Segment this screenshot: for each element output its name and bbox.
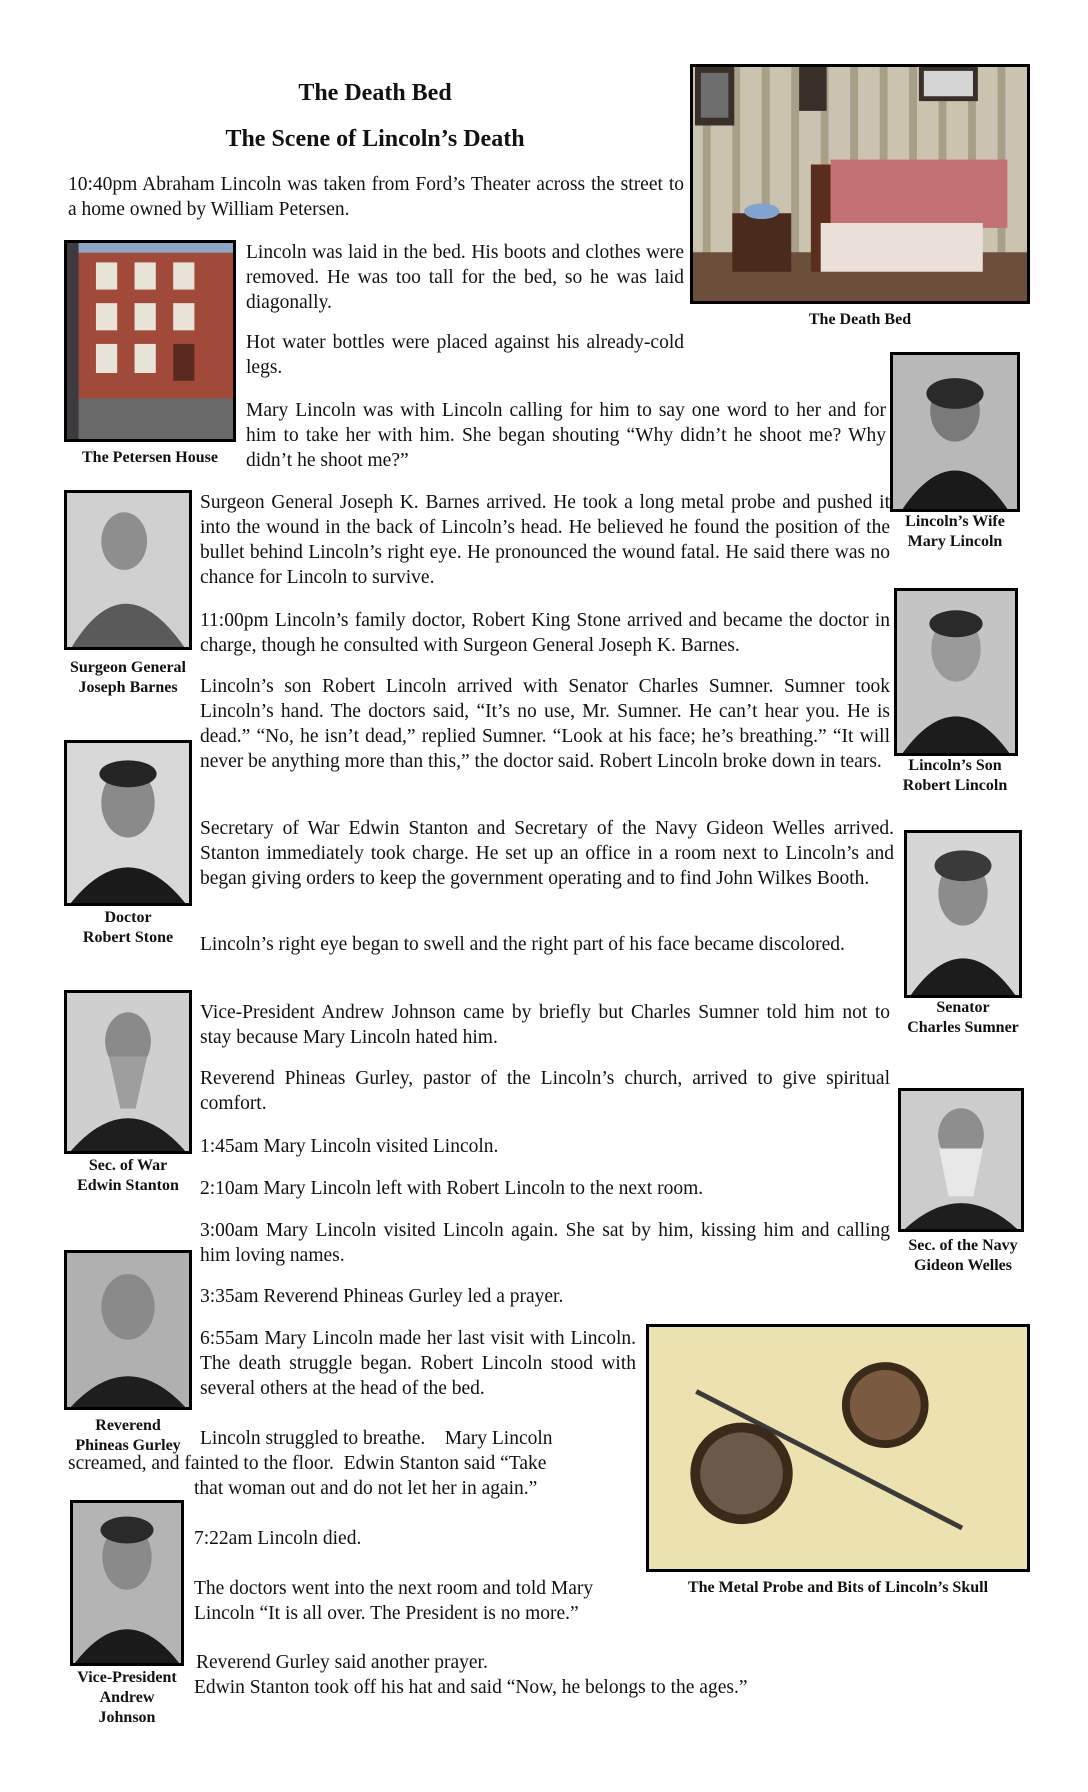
- andrew-johnson-portrait: [70, 1500, 184, 1666]
- gideon-welles-caption: Sec. of the Navy Gideon Welles: [908, 1237, 1018, 1274]
- paragraph-19: The doctors went into the next room and told Mary Lincoln “It is all over. The President is no more.”: [194, 1578, 594, 1624]
- paragraph-9: Lincoln’s right eye began to swell and the right part of his face became discolored.: [200, 934, 845, 955]
- edwin-stanton-caption: Sec. of War Edwin Stanton: [77, 1157, 179, 1194]
- page-title: The Death Bed: [298, 80, 452, 106]
- page-subtitle: The Scene of Lincoln’s Death: [225, 126, 525, 152]
- gideon-welles-portrait: [898, 1088, 1024, 1232]
- paragraph-6: 11:00pm Lincoln’s family doctor, Robert King Stone arrived and became the doctor in charge, though he consulted with Surgeon General Joseph K. Barnes.: [200, 610, 890, 656]
- edwin-stanton-portrait: [64, 990, 192, 1154]
- mary-lincoln-portrait: [890, 352, 1020, 512]
- robert-lincoln-caption: Lincoln’s Son Robert Lincoln: [902, 757, 1008, 794]
- paragraph-18: 7:22am Lincoln died.: [194, 1528, 362, 1549]
- paragraph-10: Vice-President Andrew Johnson came by briefly but Charles Sumner told him not to stay because Mary Lincoln hated him.: [200, 1002, 890, 1048]
- metal-probe-caption: The Metal Probe and Bits of Lincoln’s Skull: [687, 1579, 989, 1596]
- petersen-house-caption: The Petersen House: [82, 449, 218, 466]
- paragraph-2: Lincoln was laid in the bed. His boots and clothes were removed. He was too tall for the bed, so he was laid diagonally.: [246, 242, 684, 313]
- paragraph-16: 6:55am Mary Lincoln made her last visit with Lincoln. The death struggle began. Robert Lincoln stood with several others at the head of the bed.: [200, 1328, 636, 1399]
- charles-sumner-portrait: [904, 830, 1022, 998]
- death-bed-caption: The Death Bed: [808, 311, 912, 328]
- paragraph-8: Secretary of War Edwin Stanton and Secretary of the Navy Gideon Welles arrived. Stanton immediately took charge. He set up an office in a room next to Lincoln’s and began giving orders to keep the government operating and to find John Wilkes Booth.: [200, 818, 894, 889]
- paragraph-17b: screamed, and fainted to the floor. Edwin Stanton said “Take: [68, 1453, 547, 1474]
- paragraph-3: Hot water bottles were placed against his already-cold legs.: [246, 332, 684, 378]
- paragraph-20: Reverend Gurley said another prayer.: [196, 1652, 488, 1673]
- robert-stone-caption: Doctor Robert Stone: [82, 909, 174, 946]
- paragraph-14: 3:00am Mary Lincoln visited Lincoln again. She sat by him, kissing him and calling him loving names.: [200, 1220, 890, 1266]
- paragraph-11: Reverend Phineas Gurley, pastor of the Lincoln’s church, arrived to give spiritual comfort.: [200, 1068, 890, 1114]
- mary-lincoln-caption: Lincoln’s Wife Mary Lincoln: [905, 513, 1005, 550]
- robert-stone-portrait: [64, 740, 192, 906]
- paragraph-4: Mary Lincoln was with Lincoln calling for him to say one word to her and for him to take her with him. She began shouting “Why didn’t he shoot me? Why didn’t he shoot me?”: [246, 400, 886, 471]
- phineas-gurley-portrait: [64, 1250, 192, 1410]
- paragraph-13: 2:10am Mary Lincoln left with Robert Lincoln to the next room.: [200, 1178, 704, 1199]
- joseph-barnes-caption: Surgeon General Joseph Barnes: [70, 659, 186, 696]
- paragraph-7: Lincoln’s son Robert Lincoln arrived with Senator Charles Sumner. Sumner took Lincoln’s hand. The doctors said, “It’s no use, Mr. Sumner. He can’t hear you. He is dead.” “No, he isn’t dead,” replied Sumner. “Look at his face; he’s breathing.” “It will never be anything more than this,” the doctor said. Robert Lincoln broke down in tears.: [200, 676, 890, 772]
- paragraph-1: 10:40pm Abraham Lincoln was taken from Ford’s Theater across the street to a home owned by William Petersen.: [68, 174, 684, 220]
- paragraph-21: Edwin Stanton took off his hat and said “Now, he belongs to the ages.”: [194, 1677, 748, 1698]
- petersen-house-photo: [64, 240, 236, 442]
- paragraph-17a: Lincoln struggled to breathe. Mary Lincoln: [200, 1428, 553, 1449]
- paragraph-17c: that woman out and do not let her in again.”: [194, 1478, 538, 1499]
- phineas-gurley-caption: Reverend Phineas Gurley: [75, 1417, 181, 1454]
- joseph-barnes-portrait: [64, 490, 192, 650]
- death-bed-photo: [690, 64, 1030, 304]
- andrew-johnson-caption: Vice-President Andrew Johnson: [77, 1669, 177, 1726]
- paragraph-5: Surgeon General Joseph K. Barnes arrived. He took a long metal probe and pushed it into the wound in the back of Lincoln’s head. He believed he found the position of the bullet behind Lincoln’s right eye. He pronounced the wound fatal. He said there was no chance for Lincoln to survive.: [200, 492, 890, 588]
- robert-lincoln-portrait: [894, 588, 1018, 756]
- paragraph-15: 3:35am Reverend Phineas Gurley led a prayer.: [200, 1286, 564, 1307]
- metal-probe-photo: [646, 1324, 1030, 1572]
- paragraph-12: 1:45am Mary Lincoln visited Lincoln.: [200, 1136, 499, 1157]
- charles-sumner-caption: Senator Charles Sumner: [907, 999, 1019, 1036]
